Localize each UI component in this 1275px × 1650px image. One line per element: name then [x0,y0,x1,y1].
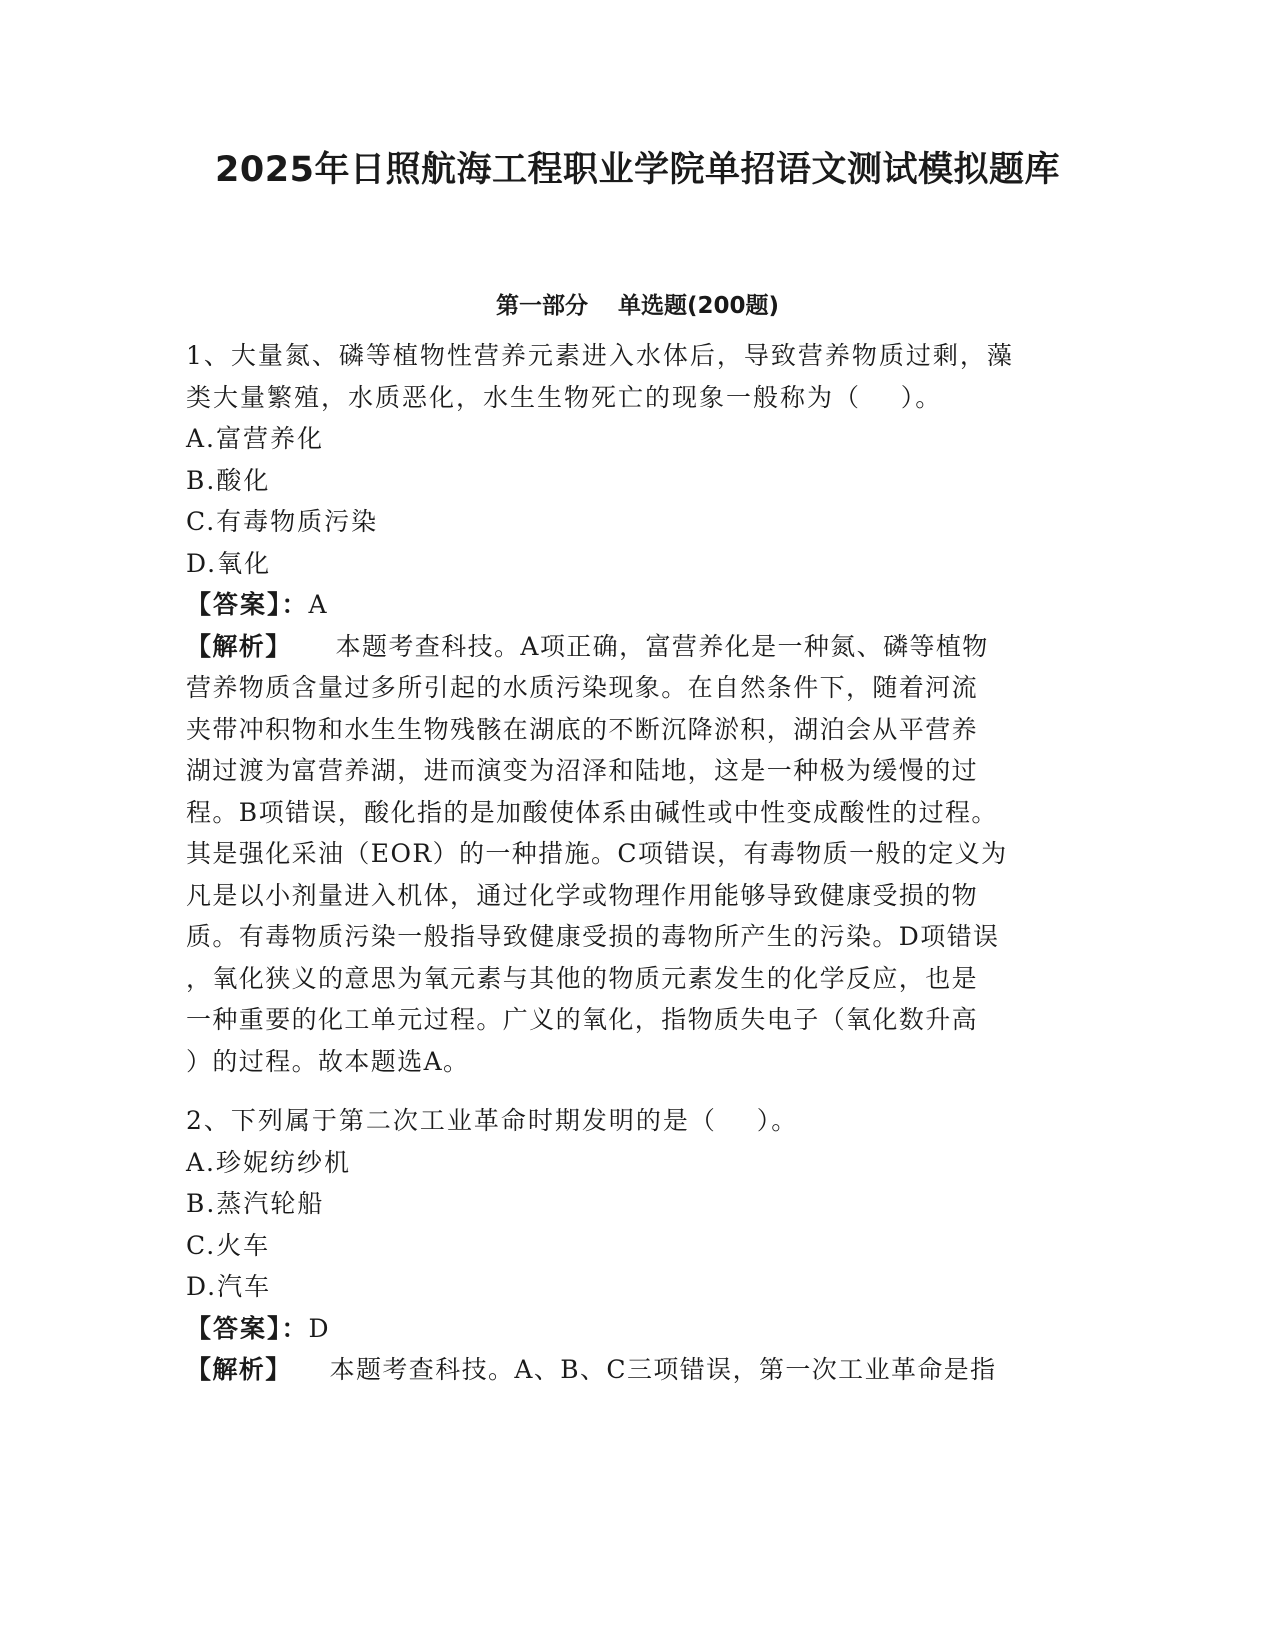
explanation-first-line [186,1353,997,1387]
explanation-line: 程。B项错误，酸化指的是加酸使体系由碱性或中性变成酸性的过程。 [186,798,998,827]
section-part: 第一部分 [495,293,588,319]
answer-label: 【答案】： [186,590,309,619]
explanation-label: 【解析】 [186,1355,292,1384]
answer-line [186,588,327,622]
option-c: C.有毒物质污染 [186,507,379,536]
option-b: B.蒸汽轮船 [186,1189,325,1218]
question-stem-line: 2、下列属于第二次工业革命时期发明的是（ ）。 [186,1106,799,1135]
option-b: B.酸化 [186,466,271,495]
explanation-label: 【解析】 [186,632,292,661]
option-d: D.汽车 [186,1272,272,1301]
question-stem-line: 1、大量氮、磷等植物性营养元素进入水体后，导致营养物质过剩，藻 [186,341,1014,370]
explanation-first-line [186,630,989,664]
explanation-line: 湖过渡为富营养湖，进而演变为沼泽和陆地，这是一种极为缓慢的过 [186,756,979,785]
explanation-line: ，氧化狭义的意思为氧元素与其他的物质元素发生的化学反应，也是 [186,964,979,993]
question-stem-line: 类大量繁殖，水质恶化，水生生物死亡的现象一般称为（ ）。 [186,383,943,412]
explanation-line: 本题考查科技。A、B、C三项错误，第一次工业革命是指 [329,1355,997,1384]
explanation-line: ）的过程。故本题选A。 [186,1047,470,1076]
answer-value: D [308,1314,329,1343]
document-title: 2025年日照航海工程职业学院单招语文测试模拟题库 [215,150,1060,190]
option-c: C.火车 [186,1231,271,1260]
option-d: D.氧化 [186,549,272,578]
answer-value: A [308,590,327,619]
explanation-line: 凡是以小剂量进入机体，通过化学或物理作用能够导致健康受损的物 [186,881,979,910]
option-a: A.珍妮纺纱机 [186,1148,352,1177]
explanation-line: 其是强化采油（EOR）的一种措施。C项错误，有毒物质一般的定义为 [186,839,1008,868]
explanation-line: 营养物质含量过多所引起的水质污染现象。在自然条件下，随着河流 [186,673,979,702]
explanation-line: 质。有毒物质污染一般指导致健康受损的毒物所产生的污染。D项错误 [186,922,1000,951]
explanation-line: 夹带冲积物和水生生物残骸在湖底的不断沉降淤积，湖泊会从平营养 [186,715,979,744]
answer-line [186,1312,329,1346]
section-heading [0,291,1275,321]
section-type: 单选题(200题) [617,293,780,319]
explanation-line: 一种重要的化工单元过程。广义的氧化，指物质失电子（氧化数升高 [186,1005,979,1034]
explanation-line: 本题考查科技。A项正确，富营养化是一种氮、磷等植物 [335,632,989,661]
option-a: A.富营养化 [186,424,325,453]
answer-label: 【答案】： [186,1314,309,1343]
